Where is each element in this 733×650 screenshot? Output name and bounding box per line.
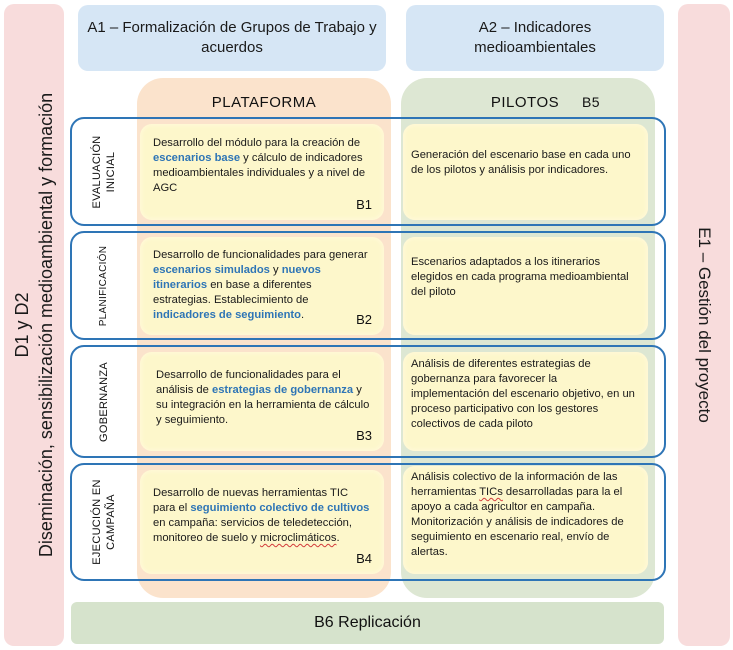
row-label-planificacion (97, 245, 111, 326)
replicacion-text: B6 Replicación (314, 614, 421, 631)
column-pilotos-tag: B5 (581, 94, 601, 110)
pil-card-4-text (411, 470, 636, 560)
card-text-segment: Análisis de diferentes estrategias de gobernanza para favorecer la implementación del escenario objetivo, en un proceso participativo con los gestores colectivos de cada piloto (411, 358, 635, 430)
pil-card-3 (403, 352, 648, 451)
plat-card-b1-tag: B1 (356, 197, 372, 212)
column-pilotos-title: PILOTOS (490, 94, 560, 111)
plat-card-b1 (140, 124, 384, 220)
card-text-segment: Análisis colectivo de la información de las herramientas (411, 471, 618, 498)
row-label-planificacion-l1: PLANIFICACIÓN (98, 245, 109, 326)
card-text-segment: . (300, 309, 305, 321)
pil-card-4 (403, 466, 648, 574)
plat-card-b1-text (153, 136, 372, 196)
left-sidebar-line1: D1 y D2 (12, 292, 32, 358)
row-label-planificacion-wrap (72, 233, 136, 338)
left-sidebar (4, 4, 64, 646)
replicacion-box (71, 602, 664, 644)
card-text-segment: en base a diferentes estrategias. Establecimiento de (153, 279, 312, 306)
plat-card-b2 (140, 237, 384, 335)
card-text-segment: Desarrollo de funcionalidades para generar (153, 249, 368, 261)
pil-card-1 (403, 124, 648, 220)
pil-card-2-text (411, 255, 636, 300)
plat-card-b3 (140, 352, 384, 451)
row-label-evaluacion (90, 135, 118, 208)
plat-card-b3-text (156, 368, 372, 428)
card-text-segment: en campaña: servicios de teledetección, monitoreo de suelo y (153, 517, 353, 544)
card-text-segment: Desarrollo de funcionalidades para el análisis de (156, 369, 341, 396)
plat-card-b4 (140, 470, 384, 574)
row-label-gobernanza-wrap (72, 347, 136, 456)
row-label-gobernanza-l1: GOBERNANZA (98, 361, 110, 442)
card-text-segment: . (336, 532, 340, 544)
plat-card-b2-text (153, 248, 372, 323)
highlight-text: escenarios simulados (153, 264, 270, 276)
plat-card-b4-tag: B4 (356, 551, 372, 566)
highlight-text: estrategias de gobernanza (211, 384, 354, 396)
row-label-evaluacion-l1: EVALUACIÓN (91, 134, 103, 209)
highlight-text: escenarios base (153, 152, 241, 164)
card-text-segment: y cálculo de indicadores medioambientales individuales y a nivel de AGC (153, 152, 366, 194)
card-text-segment: y (269, 264, 282, 276)
top-box-a1-text: A1 – Formalización de Grupos de Trabajo y acuerdos (87, 19, 377, 56)
column-plataforma-title: PLATAFORMA (211, 94, 317, 111)
highlight-text: nuevos itinerarios (153, 264, 321, 291)
pil-card-1-text (411, 148, 636, 178)
left-sidebar-line2: Diseminación, sensibilización medioambiental y formación (36, 92, 56, 558)
card-text-segment: Generación del escenario base en cada uno de los pilotos y análisis por indicadores. (411, 149, 631, 176)
right-sidebar-text: E1 – Gestión del proyecto (695, 227, 714, 423)
plat-card-b3-tag: B3 (356, 428, 372, 443)
plat-card-b2-tag: B2 (356, 312, 372, 327)
plat-card-b4-text (153, 486, 372, 546)
row-label-evaluacion-l2: INICIAL (105, 151, 117, 192)
top-box-a2 (406, 5, 664, 71)
right-sidebar (678, 4, 730, 646)
spellcheck-text: microclimáticos (259, 532, 337, 544)
row-label-ejecucion (90, 479, 118, 565)
pil-card-3-text (411, 357, 636, 432)
card-text-segment: Desarrollo del módulo para la creación de (153, 137, 361, 149)
row-label-gobernanza (97, 361, 111, 441)
pil-card-2 (403, 237, 648, 335)
card-text-segment: y su integración en la herramienta de cálculo y seguimiento. (156, 384, 370, 426)
highlight-text: indicadores de seguimiento (153, 309, 301, 321)
row-label-ejecucion-l1: EJECUCIÓN EN (91, 479, 103, 565)
card-text-segment: desarrolladas para la el apoyo a cada agricultor en campaña. Monitorización y análisis de indicadores de seguimiento en escenario real, envío de alertas. (411, 486, 624, 558)
top-box-a1 (78, 5, 386, 71)
card-text-segment: Desarrollo de nuevas herramientas TIC para el (153, 487, 349, 514)
card-text-segment: Escenarios adaptados a los itinerarios elegidos en cada programa medioambiental del piloto (411, 256, 629, 298)
spellcheck-text: TICs (479, 486, 503, 498)
row-label-ejecucion-wrap (72, 465, 136, 579)
row-label-evaluacion-wrap (72, 119, 136, 224)
highlight-text: seguimiento colectivo de cultivos (190, 502, 370, 514)
top-box-a2-text: A2 – Indicadores medioambientales (474, 19, 596, 56)
row-label-ejecucion-l2: CAMPAÑA (105, 494, 117, 550)
left-sidebar-text (10, 93, 58, 557)
